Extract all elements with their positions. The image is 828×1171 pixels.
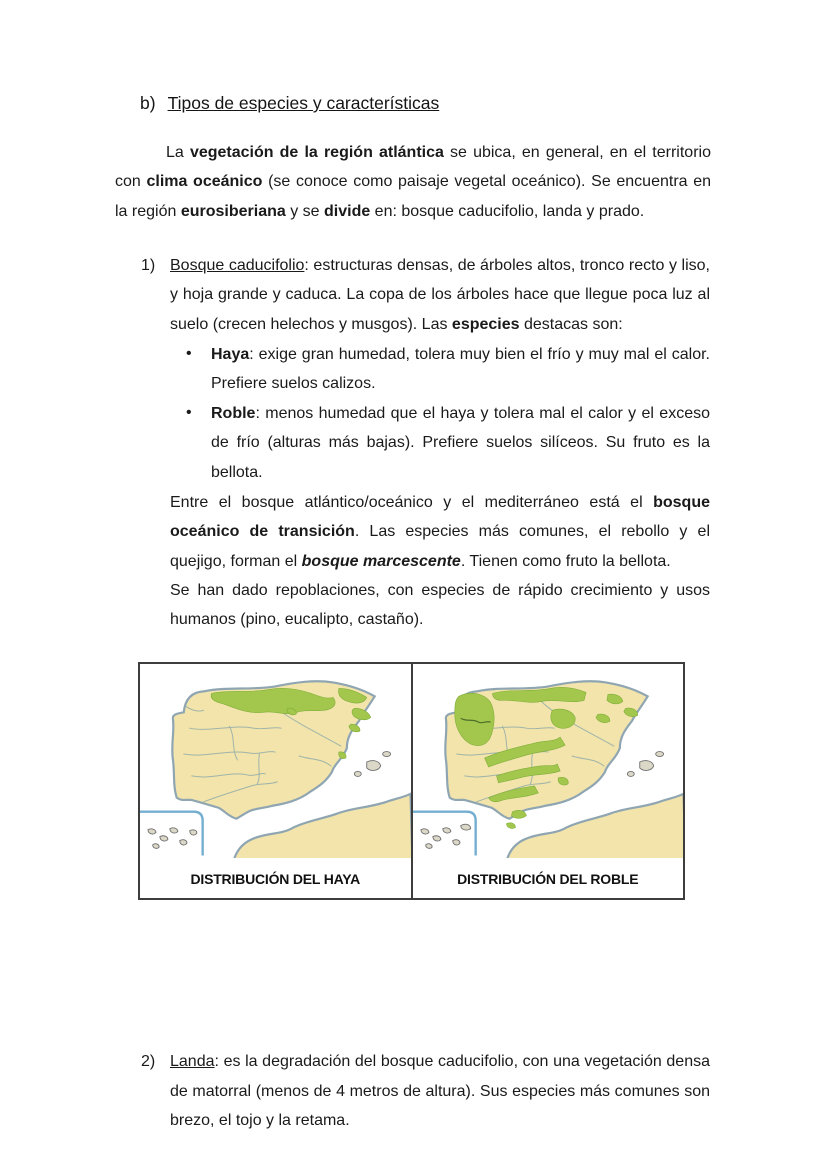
map-caption: DISTRIBUCIÓN DEL HAYA (190, 871, 361, 887)
canary-islands-inset (413, 812, 476, 856)
list-item-1 (141, 251, 710, 339)
list-item-2 (141, 1047, 710, 1135)
intro-paragraph: La vegetación de la región atlántica se ubica, en general, en el territorio con clima oceánico (se conoce como paisaje vegetal oceánico). Se encuentra en la región eurosiberiana y se divide en: bosque caducifolio, landa y prado. (115, 144, 712, 220)
section-heading (140, 91, 439, 115)
list-item-lead: Landa: es la degradación del bosque caducifolio, con una vegetación densa de matorral (menos de 4 metros de altura). Sus especies más comunes son brezo, el tojo y la retama. (170, 1053, 710, 1130)
list-number: 2) (141, 1053, 156, 1071)
bullet-item-haya (186, 340, 710, 399)
map-cell-haya (140, 664, 411, 898)
bullet-item-roble (186, 399, 710, 487)
bullet-text: Haya: exige gran humedad, tolera muy bien el frío y muy mal el calor. Prefiere suelos calizos. (211, 346, 710, 393)
bullet-marker: • (186, 345, 192, 362)
haya-distribution-map (140, 666, 411, 858)
bullet-list (186, 340, 710, 487)
canary-islands-inset (140, 812, 203, 856)
transition-paragraph: Entre el bosque atlántico/oceánico y el mediterráneo está el bosque oceánico de transición. Las especies más comunes, el rebollo y el quejigo, forman el bosque marcescente. Tienen como fruto la bellota. (170, 494, 710, 570)
balearic-islands-icon (627, 752, 663, 777)
bullet-marker: • (186, 403, 192, 421)
roble-distribution-map (413, 666, 684, 858)
map-caption: DISTRIBUCIÓN DEL ROBLE (457, 871, 639, 887)
balearic-islands-icon (354, 752, 390, 777)
heading-prefix: b) (140, 93, 156, 113)
heading-title: Tipos de especies y características (167, 93, 440, 113)
list-item-lead: Bosque caducifolio: estructuras densas, de árboles altos, tronco recto y liso, y hoja grande y caduca. La copa de los árboles hace que llegue poca luz al suelo (crecen helechos y musgos). Las especies destacas son: (170, 257, 711, 333)
repopulation-paragraph: Se han dado repoblaciones, con especies de rápido crecimiento y usos humanos (pino, eucalipto, castaño). (170, 582, 710, 629)
map-cell-roble (411, 664, 684, 898)
distribution-maps-figure (138, 662, 685, 900)
list-number: 1) (141, 257, 156, 274)
bullet-text: Roble: menos humedad que el haya y tolera mal el calor y el exceso de frío (alturas más bajas). Prefiere suelos silíceos. Su fruto es la bellota. (211, 404, 710, 481)
